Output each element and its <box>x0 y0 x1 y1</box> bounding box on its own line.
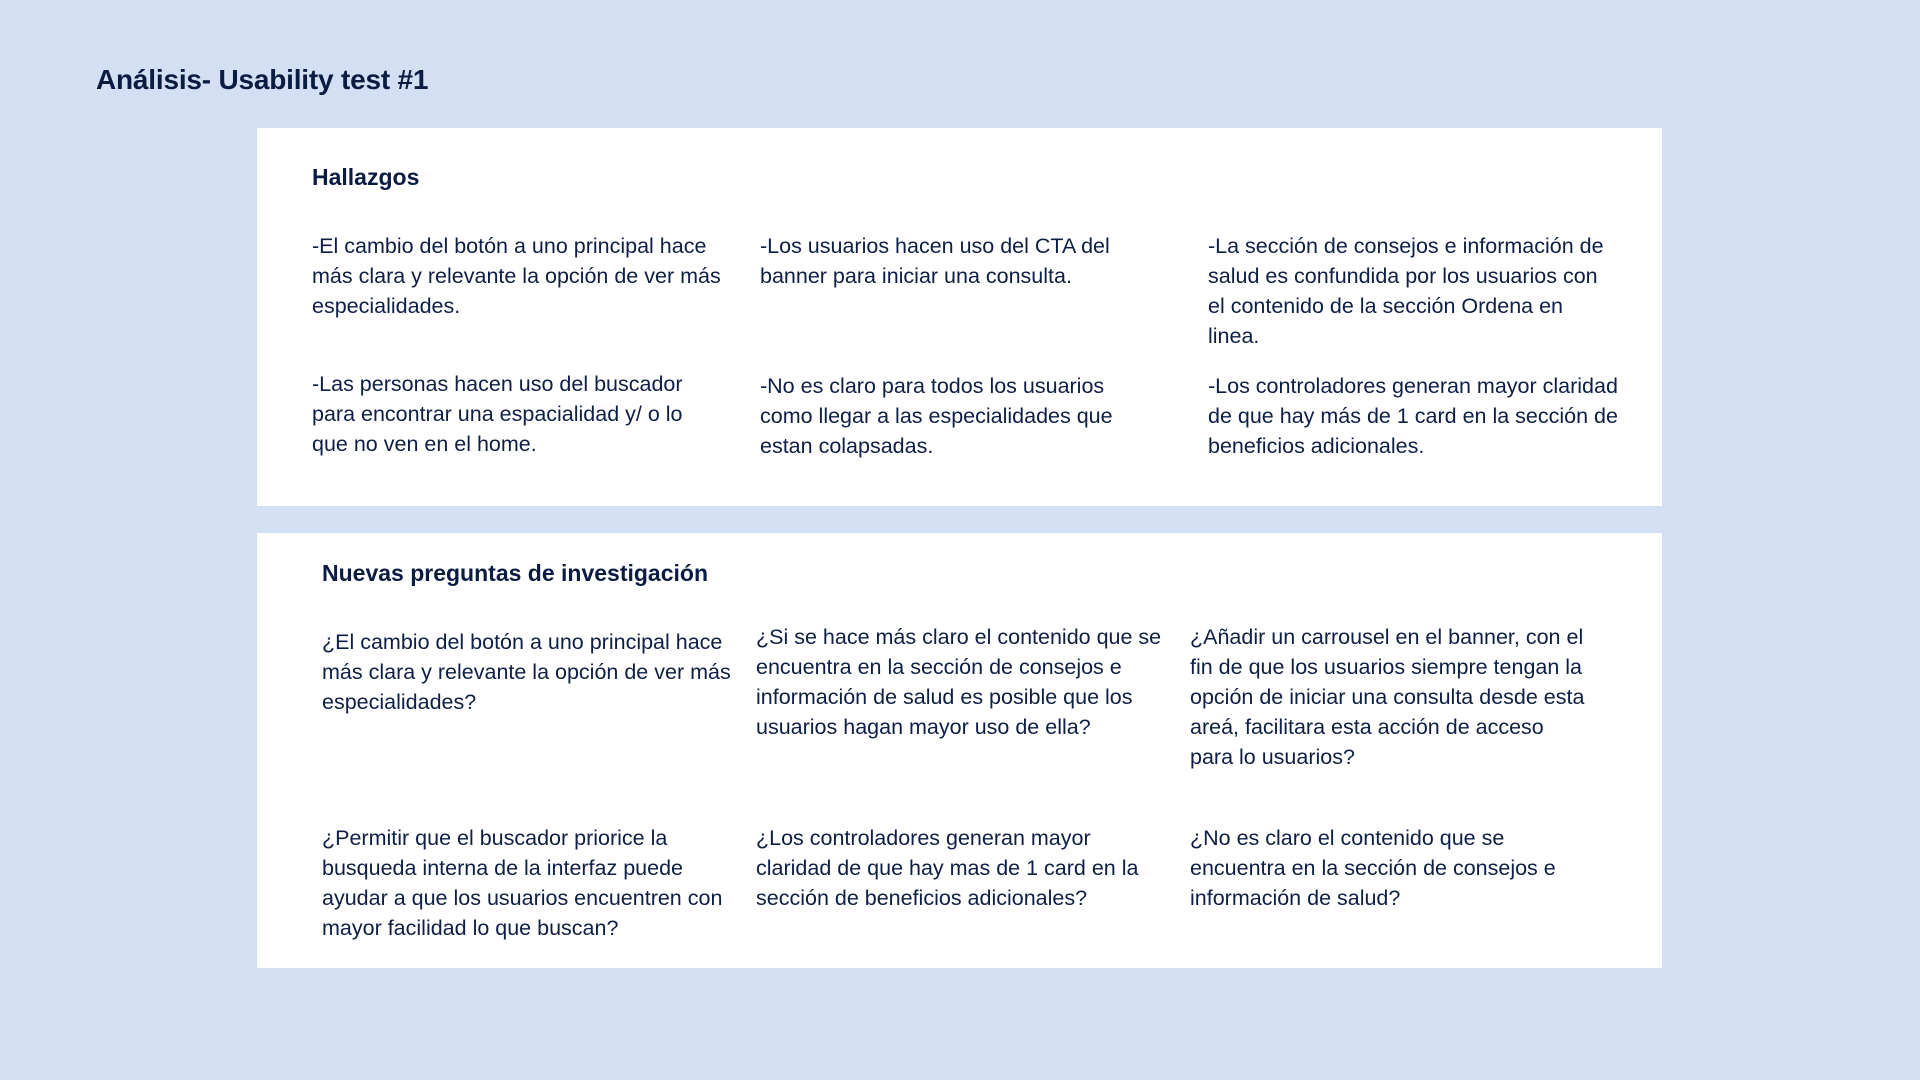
finding-item: -No es claro para todos los usuarios como llegar a las especialidades que estan colapsadas. <box>760 374 1113 458</box>
question-item: ¿El cambio del botón a uno principal hace más clara y relevante la opción de ver más especialidades? <box>322 630 731 714</box>
finding-item: -Los controladores generan mayor claridad de que hay más de 1 card en la sección de beneficios adicionales. <box>1208 374 1618 458</box>
findings-title: Hallazgos <box>312 164 420 190</box>
finding-item: -Las personas hacen uso del buscador para encontrar una espacialidad y/ o lo que no ven en el home. <box>312 372 683 456</box>
question-item: ¿Los controladores generan mayor claridad de que hay mas de 1 card en la sección de beneficios adicionales? <box>756 826 1139 910</box>
findings-card <box>257 128 1662 506</box>
question-item: ¿Añadir un carrousel en el banner, con el fin de que los usuarios siempre tengan la opción de iniciar una consulta desde esta areá, facilitara esta acción de acceso para lo usuarios? <box>1190 625 1585 769</box>
page-title: Análisis- Usability test #1 <box>96 64 429 95</box>
finding-item: -El cambio del botón a uno principal hace más clara y relevante la opción de ver más especialidades. <box>312 234 721 318</box>
finding-item: -Los usuarios hacen uso del CTA del banner para iniciar una consulta. <box>760 234 1110 288</box>
question-item: ¿Permitir que el buscador priorice la busqueda interna de la interfaz puede ayudar a que los usuarios encuentren con mayor facilidad lo que buscan? <box>322 826 723 940</box>
research-questions-card <box>257 533 1662 968</box>
question-item: ¿Si se hace más claro el contenido que se encuentra en la sección de consejos e información de salud es posible que los usuarios hagan mayor uso de ella? <box>756 625 1162 739</box>
finding-item: -La sección de consejos e información de salud es confundida por los usuarios con el contenido de la sección Ordena en linea. <box>1208 234 1604 348</box>
question-item: ¿No es claro el contenido que se encuentra en la sección de consejos e información de salud? <box>1190 826 1556 910</box>
research-questions-title: Nuevas preguntas de investigación <box>322 560 709 586</box>
